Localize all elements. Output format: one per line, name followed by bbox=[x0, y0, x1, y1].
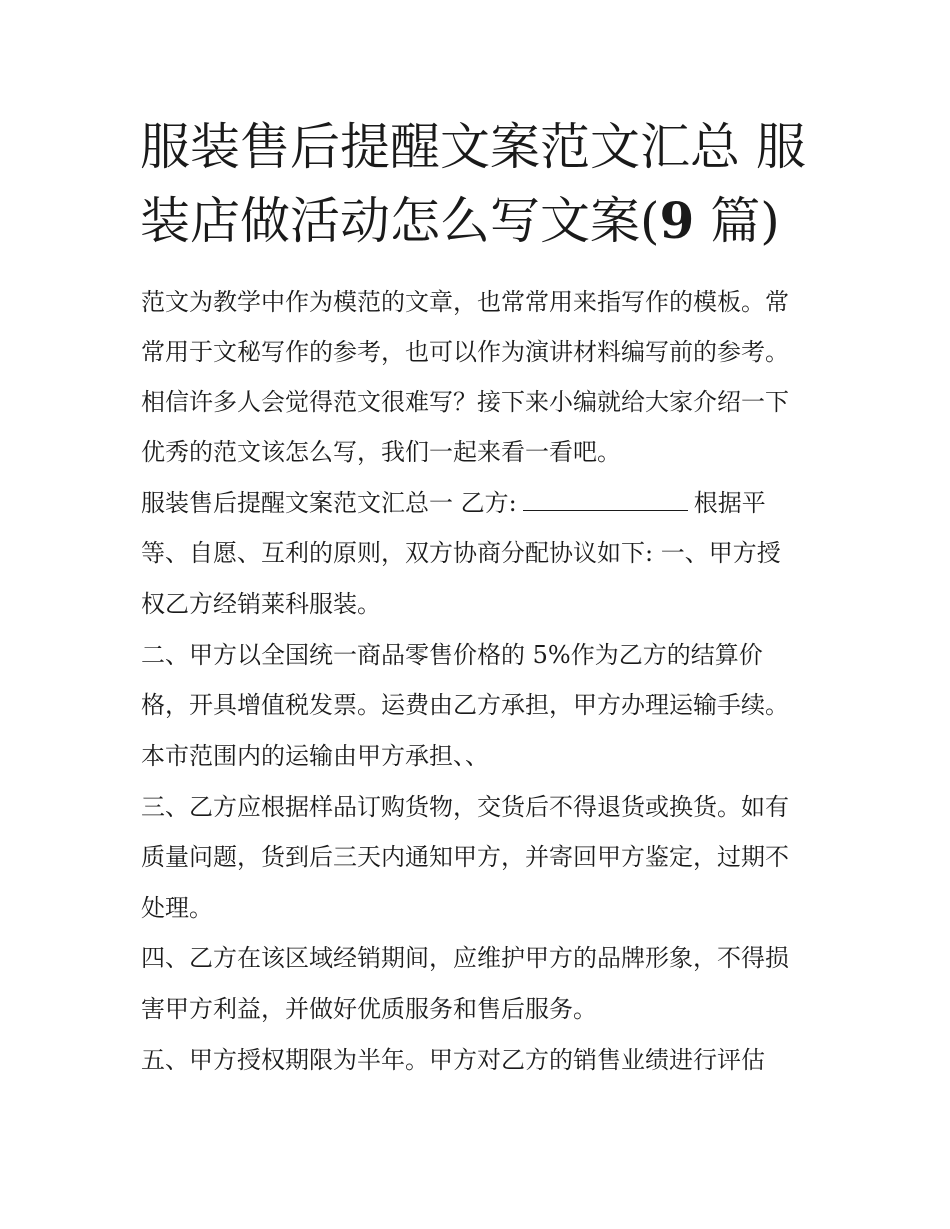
paragraph-line: 等、自愿、互利的原则，双方协商分配协议如下: 一、甲方授 bbox=[141, 539, 781, 567]
fill-in-blank bbox=[523, 490, 688, 511]
line-text: 根据平 bbox=[693, 489, 766, 517]
paragraph-line-with-blank bbox=[141, 488, 766, 518]
paragraph-line: 相信许多人会觉得范文很难写？接下来小编就给大家介绍一下 bbox=[141, 388, 789, 416]
paragraph-line: 权乙方经销莱科服装。 bbox=[141, 590, 381, 618]
paragraph-line: 格，开具增值税发票。运费由乙方承担，甲方办理运输手续。 bbox=[141, 691, 789, 719]
line-text: 服装售后提醒文案范文汇总一 乙方: bbox=[141, 489, 517, 517]
paragraph-line: 范文为教学中作为模范的文章，也常常用来指写作的模板。常 bbox=[141, 288, 789, 316]
paragraph-line: 五、甲方授权期限为半年。甲方对乙方的销售业绩进行评估 bbox=[141, 1046, 765, 1074]
paragraph-line: 本市范围内的运输由甲方承担、、 bbox=[141, 742, 489, 770]
paragraph-line: 质量问题，货到后三天内通知甲方，并寄回甲方鉴定，过期不 bbox=[141, 843, 789, 871]
paragraph-line: 常用于文秘写作的参考，也可以作为演讲材料编写前的参考。 bbox=[141, 338, 789, 366]
paragraph-line: 三、乙方应根据样品订购货物，交货后不得退货或换货。如有 bbox=[141, 793, 789, 821]
title-text-part1: 服装售后提醒文案范文汇总 服装店做活动怎么写文案( bbox=[140, 118, 806, 250]
paragraph-line: 害甲方利益，并做好优质服务和售后服务。 bbox=[141, 995, 597, 1023]
paragraph-line: 二、甲方以全国统一商品零售价格的 5%作为乙方的结算价 bbox=[141, 641, 763, 669]
title-number: 9 bbox=[659, 191, 695, 250]
paragraph-line: 四、乙方在该区域经销期间，应维护甲方的品牌形象，不得损 bbox=[141, 944, 789, 972]
title-text-part2: 篇) bbox=[694, 192, 780, 250]
document-title bbox=[140, 110, 820, 258]
paragraph-line: 优秀的范文该怎么写，我们一起来看一看吧。 bbox=[141, 438, 621, 466]
paragraph-line: 处理。 bbox=[141, 894, 213, 922]
